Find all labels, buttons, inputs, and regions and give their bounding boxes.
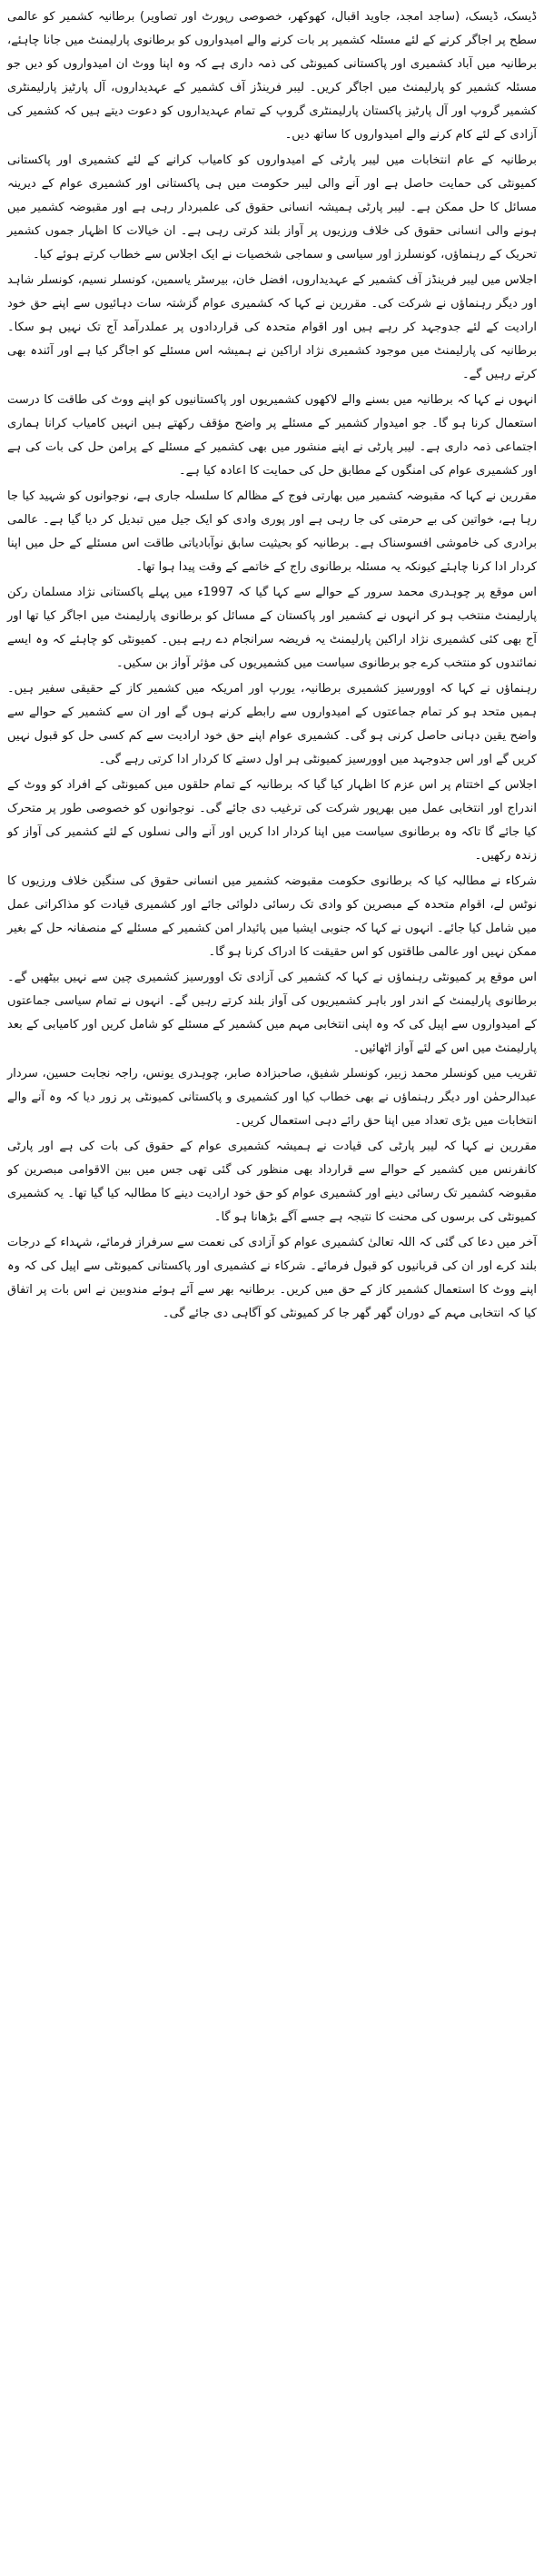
- article-paragraph: آخر میں دعا کی گئی کہ اللہ تعالیٰ کشمیری عوام کو آزادی کی نعمت سے سرفراز فرمائے، شہداء کے درجات بلند کرے اور ان کی قربانیوں کو قبول فرمائے۔ شرکاء نے کشمیری اور پاکستانی کمیونٹی سے اپیل کی کہ وہ اپنے ووٹ کا استعمال کشمیر کاز کے حق میں کریں۔ برطانیہ بھر سے آئے ہوئے مندوبین نے اس بات پر اتفاق کیا کہ انتخابی مہم کے دوران گھر گھر جا کر کمیونٹی کو آگاہی دی جائے گی۔: [7, 1236, 537, 1320]
- article-paragraph: شرکاء نے مطالبہ کیا کہ برطانوی حکومت مقبوضہ کشمیر میں انسانی حقوق کی سنگین خلاف ورزیوں کا نوٹس لے، اقوام متحدہ کے مبصرین کو وادی تک رسائی دلوائی جائے اور کشمیری قیادت کو مذاکراتی عمل میں شامل کیا جائے۔ انہوں نے کہا کہ جنوبی ایشیا میں پائیدار امن کشمیر کے مسئلے کے منصفانہ حل کے بغیر ممکن نہیں اور عالمی طاقتوں کو اس حقیقت کا ادراک کرنا ہو گا۔: [7, 874, 537, 959]
- article-paragraph: رہنماؤں نے کہا کہ اوورسیز کشمیری برطانیہ، یورپ اور امریکہ میں کشمیر کاز کے حقیقی سفیر ہیں۔ ہمیں متحد ہو کر تمام جماعتوں کے امیدواروں سے رابطے کرنے ہوں گے اور ان سے کشمیر کے حوالے سے واضح یقین دہانی حاصل کرنی ہو گی۔ کشمیری عوام اپنے حق خود ارادیت سے کم کسی حل کو قبول نہیں کریں گے اور اس جدوجہد میں اوورسیز کمیونٹی ہر اول دستے کا کردار ادا کرتی رہے گی۔: [7, 682, 537, 766]
- article-paragraph: تقریب میں کونسلر محمد زبیر، کونسلر شفیق، صاحبزادہ صابر، چوہدری یونس، راجہ نجابت حسین، سردار عبدالرحمٰن اور دیگر رہنماؤں نے بھی خطاب کیا اور کشمیری و پاکستانی کمیونٹی پر زور دیا کہ وہ آنے والے انتخابات میں بڑی تعداد میں اپنا حق رائے دہی استعمال کریں۔: [7, 1067, 537, 1128]
- article-paragraph: اجلاس کے اختتام پر اس عزم کا اظہار کیا گیا کہ برطانیہ کے تمام حلقوں میں کمیونٹی کے افراد کو ووٹ کے اندراج اور انتخابی عمل میں بھرپور شرکت کی ترغیب دی جائے گی۔ نوجوانوں کو خصوصی طور پر متحرک کیا جائے گا تاکہ وہ برطانوی سیاست میں اپنا کردار ادا کریں اور آنے والی نسلوں کے لئے کشمیر کی آواز کو زندہ رکھیں۔: [7, 778, 537, 863]
- article-paragraph: انہوں نے کہا کہ برطانیہ میں بسنے والے لاکھوں کشمیریوں اور پاکستانیوں کو اپنے ووٹ کی طاقت کا درست استعمال کرنا ہو گا۔ جو امیدوار کشمیر کے مسئلے پر واضح مؤقف رکھتے ہیں انہیں کامیاب کرانا ہماری اجتماعی ذمہ داری ہے۔ لیبر پارٹی نے اپنے منشور میں بھی کشمیر کے مسئلے کے پرامن حل کی بات کی ہے اور کشمیری عوام کی امنگوں کے مطابق حل کی حمایت کا اعادہ کیا ہے۔: [7, 393, 537, 478]
- article-body: [7, 5, 537, 1326]
- article-paragraph: اس موقع پر چوہدری محمد سرور کے حوالے سے کہا گیا کہ 1997ء میں پہلے پاکستانی نژاد مسلمان رکن پارلیمنٹ منتخب ہو کر انہوں نے کشمیر اور پاکستان کے مسائل کو برطانوی پارلیمنٹ میں اجاگر کیا تھا اور آج بھی کئی کشمیری نژاد اراکین پارلیمنٹ یہ فریضہ سرانجام دے رہے ہیں۔ کمیونٹی کو چاہئے کہ وہ ایسے نمائندوں کو منتخب کرے جو برطانوی سیاست میں کشمیریوں کی مؤثر آواز بن سکیں۔: [7, 586, 537, 670]
- article-paragraph: مقررین نے کہا کہ لیبر پارٹی کی قیادت نے ہمیشہ کشمیری عوام کے حقوق کی بات کی ہے اور پارٹی کانفرنس میں کشمیر کے حوالے سے قرارداد بھی منظور کی گئی تھی جس میں بین الاقوامی مبصرین کو مقبوضہ کشمیر تک رسائی دینے اور کشمیری عوام کو حق خود ارادیت دینے کا مطالبہ کیا گیا تھا۔ یہ کشمیری کمیونٹی کی برسوں کی محنت کا نتیجہ ہے جسے آگے بڑھانا ہو گا۔: [7, 1140, 537, 1224]
- article-paragraph: برطانیہ کے عام انتخابات میں لیبر پارٹی کے امیدواروں کو کامیاب کرانے کے لئے کشمیری اور پاکستانی کمیونٹی کی حمایت حاصل ہے اور آنے والی لیبر حکومت میں ہی پاکستانی اور کشمیری عوام کے دیرینہ مسائل کا حل ممکن ہے۔ لیبر پارٹی ہمیشہ انسانی حقوق کی علمبردار رہی ہے اور مقبوضہ کشمیر میں ہونے والی انسانی حقوق کی خلاف ورزیوں پر آواز بلند کرتی رہی ہے۔ ان خیالات کا اظہار جموں کشمیر تحریک کے رہنماؤں، کونسلرز اور سیاسی و سماجی شخصیات نے ایک اجلاس سے خطاب کرتے ہوئے کیا۔: [7, 153, 537, 262]
- article-paragraph: اجلاس میں لیبر فرینڈز آف کشمیر کے عہدیداروں، افضل خان، بیرسٹر یاسمین، کونسلر نسیم، کونسلر شاہد اور دیگر رہنماؤں نے شرکت کی۔ مقررین نے کہا کہ کشمیری عوام گزشتہ سات دہائیوں سے اپنے حق خود ارادیت کے لئے جدوجہد کر رہے ہیں اور اقوام متحدہ کی قراردادوں پر عملدرآمد آج تک نہیں ہو سکا۔ برطانیہ کی پارلیمنٹ میں موجود کشمیری نژاد اراکین نے ہمیشہ اس مسئلے کو اجاگر کیا ہے اور آئندہ بھی کرتے رہیں گے۔: [7, 273, 537, 381]
- article-paragraph: ڈیسک، ڈیسک، (ساجد امجد، جاوید اقبال، کھوکھر، خصوصی رپورٹ اور تصاویر) برطانیہ کشمیر کو عالمی سطح پر اجاگر کرنے کے لئے مسئلہ کشمیر پر بات کرنے والے امیدواروں کو برطانوی پارلیمنٹ میں جانا چاہئے، برطانیہ میں آباد کشمیری اور پاکستانی کمیونٹی کی ذمہ داری ہے کہ وہ اپنا ووٹ ان امیدواروں کو دیں جو مسئلہ کشمیر کو پارلیمنٹ میں اجاگر کریں۔ لیبر فرینڈز آف کشمیر کے عہدیداروں، آل پارٹیز پارلیمنٹری کشمیر گروپ اور آل پارٹیز پاکستان پارلیمنٹری گروپ کے تمام عہدیداروں کو دعوت دیتے ہیں کہ کشمیر کی آزادی کے لئے کام کرنے والے امیدواروں کا ساتھ دیں۔: [7, 10, 537, 142]
- article-paragraph: مقررین نے کہا کہ مقبوضہ کشمیر میں بھارتی فوج کے مظالم کا سلسلہ جاری ہے، نوجوانوں کو شہید کیا جا رہا ہے، خواتین کی بے حرمتی کی جا رہی ہے اور پوری وادی کو ایک جیل میں تبدیل کر دیا گیا ہے۔ عالمی برادری کی خاموشی افسوسناک ہے۔ برطانیہ کو بحیثیت سابق نوآبادیاتی طاقت اس مسئلے کے حل میں اپنا کردار ادا کرنا چاہئے کیونکہ یہ مسئلہ برطانوی راج کے خاتمے کے وقت پیدا ہوا تھا۔: [7, 489, 537, 574]
- article-paragraph: اس موقع پر کمیونٹی رہنماؤں نے کہا کہ کشمیر کی آزادی تک اوورسیز کشمیری چین سے نہیں بیٹھیں گے۔ برطانوی پارلیمنٹ کے اندر اور باہر کشمیریوں کی آواز بلند کرتے رہیں گے۔ انہوں نے تمام سیاسی جماعتوں کے امیدواروں سے اپیل کی کہ وہ اپنی انتخابی مہم میں کشمیر کے مسئلے کو شامل کریں اور کامیابی کے بعد پارلیمنٹ میں اس کے لئے آواز اٹھائیں۔: [7, 971, 537, 1055]
